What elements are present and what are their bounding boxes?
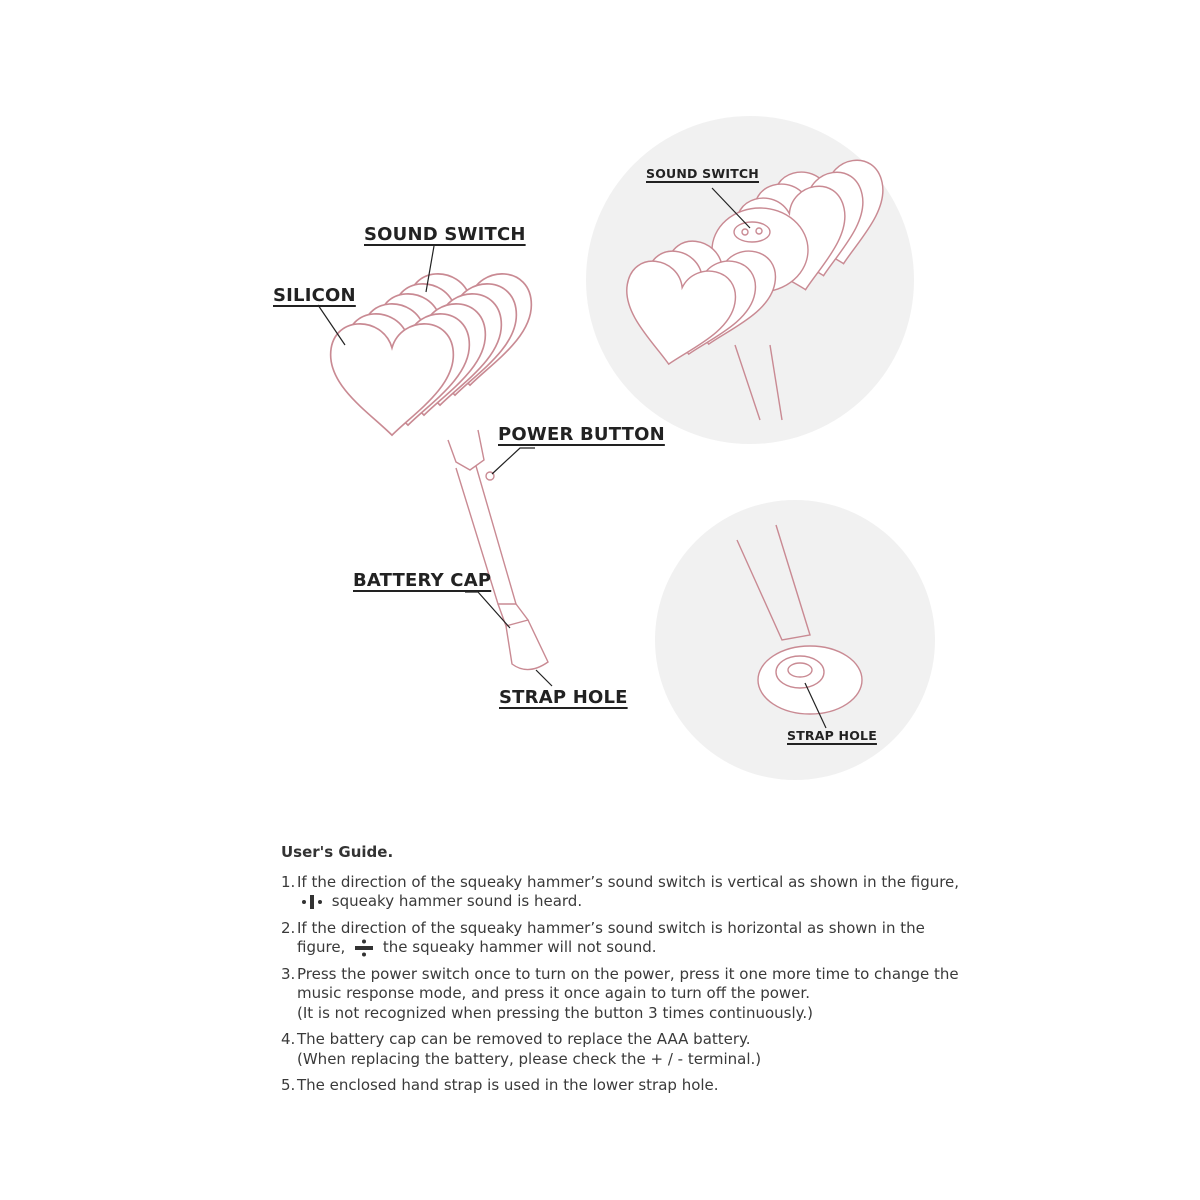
guide-title: User's Guide. xyxy=(281,843,394,861)
label-battery-cap: BATTERY CAP xyxy=(353,570,492,591)
guide-item xyxy=(281,873,961,912)
label-sound-switch: SOUND SWITCH xyxy=(364,224,526,245)
item-text: The battery cap can be removed to replace the AAA battery. xyxy=(297,1030,751,1048)
item-text: If the direction of the squeaky hammer’s sound switch is horizontal as shown in the figure, xyxy=(297,918,925,956)
item-text: The enclosed hand strap is used in the lower strap hole. xyxy=(297,1076,719,1094)
guide-item xyxy=(281,1030,961,1069)
hammer-handle xyxy=(448,430,548,670)
item-number: 5. xyxy=(281,1076,296,1094)
users-guide xyxy=(281,843,961,1103)
guide-item xyxy=(281,965,961,1024)
item-text: If the direction of the squeaky hammer’s sound switch is vertical as shown in the figure, xyxy=(297,872,960,891)
label-power-button: POWER BUTTON xyxy=(498,424,665,445)
label-silicon: SILICON xyxy=(273,285,356,306)
item-text: squeaky hammer sound is heard. xyxy=(331,892,583,910)
item-text: the squeaky hammer will not sound. xyxy=(382,938,657,956)
label-strap-hole: STRAP HOLE xyxy=(499,687,628,708)
item-text: Press the power switch once to turn on the power, press it one more time to change the music response mode, and press it once again to turn off the power. xyxy=(297,964,959,1002)
hammer-head xyxy=(331,274,532,435)
horizontal-switch-icon xyxy=(354,939,374,957)
item-number: 4. xyxy=(281,1030,296,1048)
vertical-switch-icon xyxy=(301,894,323,910)
detail-label-sound-switch: SOUND SWITCH xyxy=(646,166,759,181)
item-note: (It is not recognized when pressing the button 3 times continuously.) xyxy=(297,1003,813,1022)
item-number: 2. xyxy=(281,918,296,937)
item-number: 1. xyxy=(281,872,296,891)
item-number: 3. xyxy=(281,964,296,983)
guide-item xyxy=(281,1076,961,1096)
item-note: (When replacing the battery, please check the + / - terminal.) xyxy=(297,1049,762,1068)
detail-label-strap-hole: STRAP HOLE xyxy=(787,728,877,743)
guide-item xyxy=(281,919,961,958)
